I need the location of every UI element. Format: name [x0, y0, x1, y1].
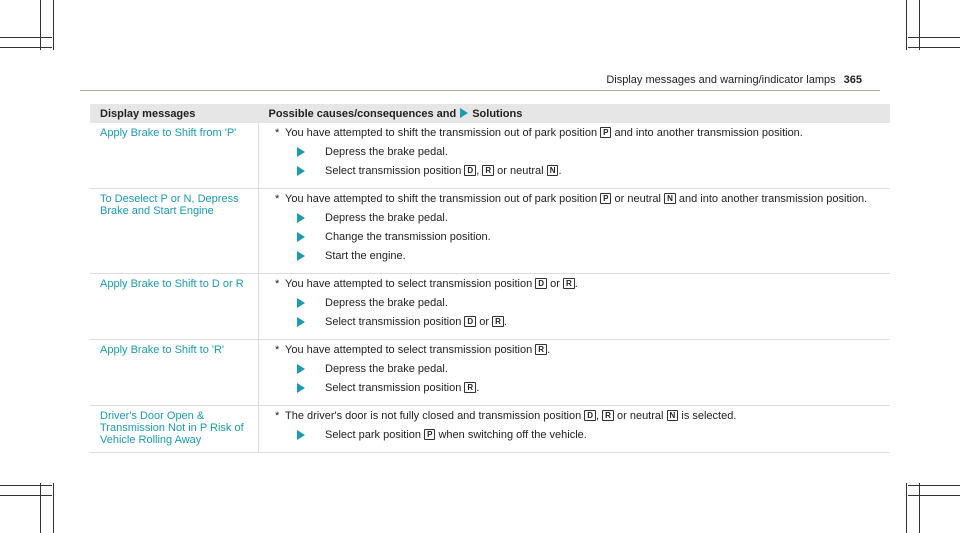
causes-solutions-cell	[259, 340, 891, 406]
step-arrow-icon	[297, 364, 305, 374]
crop-mark	[0, 485, 52, 486]
text-segment: ,	[596, 410, 603, 422]
cause-text	[275, 193, 880, 205]
text-segment: when switching off the vehicle.	[435, 429, 587, 441]
display-message: Apply Brake to Shift to D or R	[90, 274, 259, 340]
text-segment: and into another transmission position.	[611, 127, 803, 139]
crop-mark	[0, 37, 52, 38]
solution-step	[297, 429, 880, 441]
display-message: Apply Brake to Shift from 'P'	[90, 123, 259, 189]
header-rule	[80, 90, 880, 91]
step-arrow-icon	[297, 147, 305, 157]
text-segment: Select transmission position	[325, 316, 465, 328]
page-number: 365	[843, 74, 862, 86]
causes-solutions-cell	[259, 406, 891, 453]
text-segment: .	[476, 382, 480, 394]
column-header-causes: Possible causes/consequences and	[268, 108, 457, 120]
solution-step	[297, 231, 880, 243]
display-message: Driver's Door Open & Transmission Not in P Risk of Vehicle Rolling Away	[90, 406, 259, 453]
text-segment: You have attempted to select transmission position	[285, 278, 536, 290]
crop-mark	[906, 0, 907, 50]
header-title-block	[606, 74, 862, 86]
cause-text	[275, 278, 880, 290]
crop-mark	[908, 37, 960, 38]
gear-position-icon: P	[600, 193, 611, 204]
cause-marker: *	[275, 278, 280, 290]
text-segment: or neutral	[494, 165, 547, 177]
gear-position-icon: P	[600, 127, 611, 138]
crop-mark	[53, 0, 54, 50]
step-arrow-icon	[297, 317, 305, 327]
text-segment: Depress the brake pedal.	[325, 146, 448, 158]
cause-text	[275, 344, 880, 356]
solution-arrow-icon	[460, 108, 468, 118]
step-arrow-icon	[297, 213, 305, 223]
gear-position-icon: R	[563, 278, 575, 289]
cause-marker: *	[275, 410, 280, 422]
crop-mark	[919, 0, 920, 50]
column-header-messages: Display messages	[90, 104, 259, 123]
text-segment: Select transmission position	[325, 165, 465, 177]
crop-mark	[908, 495, 960, 496]
gear-position-icon: R	[535, 344, 547, 355]
step-arrow-icon	[297, 430, 305, 440]
text-segment: or	[476, 316, 493, 328]
crop-mark	[40, 483, 41, 533]
table-row	[90, 274, 890, 340]
text-segment: or	[547, 278, 563, 290]
text-segment: or neutral	[613, 410, 667, 422]
step-arrow-icon	[297, 298, 305, 308]
solution-step	[297, 146, 880, 158]
gear-position-icon: R	[602, 410, 614, 421]
solution-step	[297, 382, 880, 394]
table-header-row	[90, 104, 890, 123]
gear-position-icon: R	[464, 382, 476, 393]
cause-marker: *	[275, 193, 280, 205]
text-segment: You have attempted to select transmission position	[285, 344, 536, 356]
text-segment: .	[558, 165, 562, 177]
cause-text	[275, 410, 880, 422]
text-segment: is selected.	[678, 410, 737, 422]
text-segment: and into another transmission position.	[675, 193, 868, 205]
text-segment: .	[547, 344, 551, 356]
cause-text	[275, 127, 880, 139]
gear-position-icon: D	[464, 165, 476, 176]
cause-marker: *	[275, 344, 280, 356]
table-row	[90, 189, 890, 274]
crop-mark	[0, 495, 52, 496]
gear-position-icon: D	[584, 410, 596, 421]
solution-step	[297, 250, 880, 262]
crop-mark	[908, 47, 960, 48]
table-row	[90, 123, 890, 189]
crop-mark	[40, 0, 41, 50]
text-segment: .	[574, 278, 578, 290]
text-segment: or neutral	[611, 193, 665, 205]
column-header-solutions	[259, 104, 891, 123]
gear-position-icon: R	[482, 165, 494, 176]
solution-step	[297, 165, 880, 177]
crop-mark	[53, 483, 54, 533]
gear-position-icon: D	[535, 278, 547, 289]
column-header-solutions-label: Solutions	[472, 108, 523, 120]
solution-step	[297, 363, 880, 375]
step-arrow-icon	[297, 232, 305, 242]
causes-solutions-cell	[259, 123, 891, 189]
gear-position-icon: N	[667, 410, 679, 421]
table-row	[90, 340, 890, 406]
causes-solutions-cell	[259, 189, 891, 274]
table-row	[90, 406, 890, 453]
running-header	[80, 74, 880, 90]
causes-solutions-cell	[259, 274, 891, 340]
solution-step	[297, 316, 880, 328]
text-segment: Change the transmission position.	[325, 231, 491, 243]
crop-mark	[0, 47, 52, 48]
text-segment: Select transmission position	[325, 382, 465, 394]
text-segment: You have attempted to shift the transmission out of park position	[285, 193, 601, 205]
crop-mark	[906, 483, 907, 533]
step-arrow-icon	[297, 166, 305, 176]
display-message: Apply Brake to Shift to 'R'	[90, 340, 259, 406]
text-segment: The driver's door is not fully closed and transmission position	[285, 410, 585, 422]
text-segment: .	[503, 316, 507, 328]
step-arrow-icon	[297, 383, 305, 393]
gear-position-icon: N	[664, 193, 676, 204]
messages-table	[90, 104, 890, 453]
text-segment: You have attempted to shift the transmission out of park position	[285, 127, 601, 139]
text-segment: Depress the brake pedal.	[325, 297, 448, 309]
text-segment: Depress the brake pedal.	[325, 212, 448, 224]
gear-position-icon: P	[424, 429, 435, 440]
cause-marker: *	[275, 127, 280, 139]
text-segment: Depress the brake pedal.	[325, 363, 448, 375]
header-title: Display messages and warning/indicator lamps	[606, 74, 836, 86]
display-message: To Deselect P or N, Depress Brake and Start Engine	[90, 189, 259, 274]
solution-step	[297, 212, 880, 224]
text-segment: ,	[476, 165, 483, 177]
gear-position-icon: D	[464, 316, 476, 327]
step-arrow-icon	[297, 251, 305, 261]
text-segment: Select park position	[325, 429, 425, 441]
crop-mark	[919, 483, 920, 533]
table-body	[90, 123, 890, 453]
gear-position-icon: R	[492, 316, 504, 327]
crop-mark	[908, 485, 960, 486]
gear-position-icon: N	[547, 165, 559, 176]
text-segment: Start the engine.	[325, 250, 406, 262]
solution-step	[297, 297, 880, 309]
